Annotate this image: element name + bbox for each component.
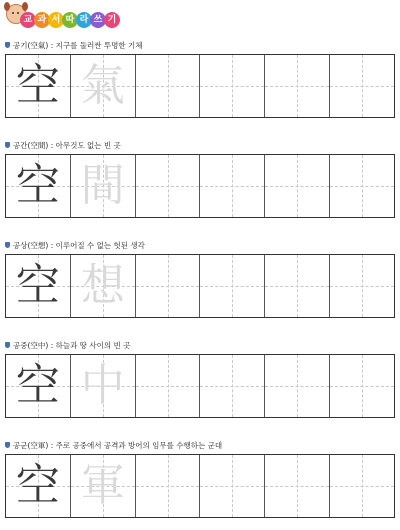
practice-grid — [5, 254, 395, 318]
word-caption — [5, 338, 395, 352]
practice-grid — [5, 354, 395, 418]
grid-cell[interactable] — [329, 55, 394, 117]
practice-section — [5, 438, 395, 518]
grid-cell — [6, 255, 70, 317]
grid-cell — [70, 55, 135, 117]
word-caption — [5, 238, 395, 252]
logo — [6, 4, 118, 28]
grid-cell — [6, 155, 70, 217]
practice-section — [5, 238, 395, 318]
model-hanja: 空 — [15, 360, 60, 411]
word-caption — [5, 438, 395, 452]
logo-letter: 교 — [20, 12, 36, 28]
grid-cell[interactable] — [264, 455, 329, 517]
bullet-icon — [5, 442, 10, 448]
grid-cell[interactable] — [199, 355, 264, 417]
trace-hanja: 想 — [80, 260, 125, 311]
logo-letter: 쓰 — [90, 12, 106, 28]
logo-letter: 과 — [34, 12, 50, 28]
grid-cell — [70, 355, 135, 417]
trace-hanja: 氣 — [80, 60, 125, 111]
bullet-icon — [5, 242, 10, 248]
grid-cell[interactable] — [135, 55, 200, 117]
grid-cell[interactable] — [199, 55, 264, 117]
caption-text: 공중(空中) : 하늘과 땅 사이의 빈 곳 — [13, 340, 131, 350]
trace-hanja: 軍 — [80, 460, 125, 511]
practice-grid — [5, 454, 395, 518]
grid-cell[interactable] — [329, 155, 394, 217]
grid-cell[interactable] — [135, 355, 200, 417]
grid-cell[interactable] — [264, 355, 329, 417]
grid-cell[interactable] — [135, 255, 200, 317]
caption-text: 공군(空軍) : 주로 공중에서 공격과 방어의 임무를 수행하는 군대 — [13, 440, 223, 450]
practice-grid — [5, 154, 395, 218]
grid-cell[interactable] — [135, 455, 200, 517]
bullet-icon — [5, 142, 10, 148]
caption-text: 공상(空想) : 이루어질 수 없는 헛된 생각 — [13, 240, 145, 250]
logo-letter: 따 — [62, 12, 78, 28]
practice-section — [5, 338, 395, 418]
model-hanja: 空 — [15, 260, 60, 311]
model-hanja: 空 — [15, 60, 60, 111]
grid-cell — [6, 455, 70, 517]
bullet-icon — [5, 42, 10, 48]
grid-cell[interactable] — [329, 255, 394, 317]
grid-cell — [70, 155, 135, 217]
logo-letter: 라 — [76, 12, 92, 28]
grid-cell[interactable] — [329, 455, 394, 517]
grid-cell[interactable] — [199, 255, 264, 317]
grid-cell — [70, 455, 135, 517]
practice-section — [5, 138, 395, 218]
grid-cell[interactable] — [264, 155, 329, 217]
grid-cell[interactable] — [264, 55, 329, 117]
practice-grid — [5, 54, 395, 118]
caption-text: 공기(空氣) : 지구를 둘러싼 투명한 기체 — [13, 40, 143, 50]
grid-cell[interactable] — [199, 155, 264, 217]
model-hanja: 空 — [15, 460, 60, 511]
bullet-icon — [5, 342, 10, 348]
word-caption — [5, 138, 395, 152]
trace-hanja: 間 — [80, 160, 125, 211]
grid-cell[interactable] — [329, 355, 394, 417]
grid-cell[interactable] — [199, 455, 264, 517]
grid-cell — [6, 355, 70, 417]
logo-letter: 서 — [48, 12, 64, 28]
grid-cell — [70, 255, 135, 317]
caption-text: 공간(空間) : 아무것도 없는 빈 곳 — [13, 140, 121, 150]
practice-section — [5, 38, 395, 118]
model-hanja: 空 — [15, 160, 60, 211]
logo-letter: 기 — [104, 12, 120, 28]
grid-cell[interactable] — [264, 255, 329, 317]
grid-cell — [6, 55, 70, 117]
trace-hanja: 中 — [80, 360, 125, 411]
grid-cell[interactable] — [135, 155, 200, 217]
word-caption — [5, 38, 395, 52]
